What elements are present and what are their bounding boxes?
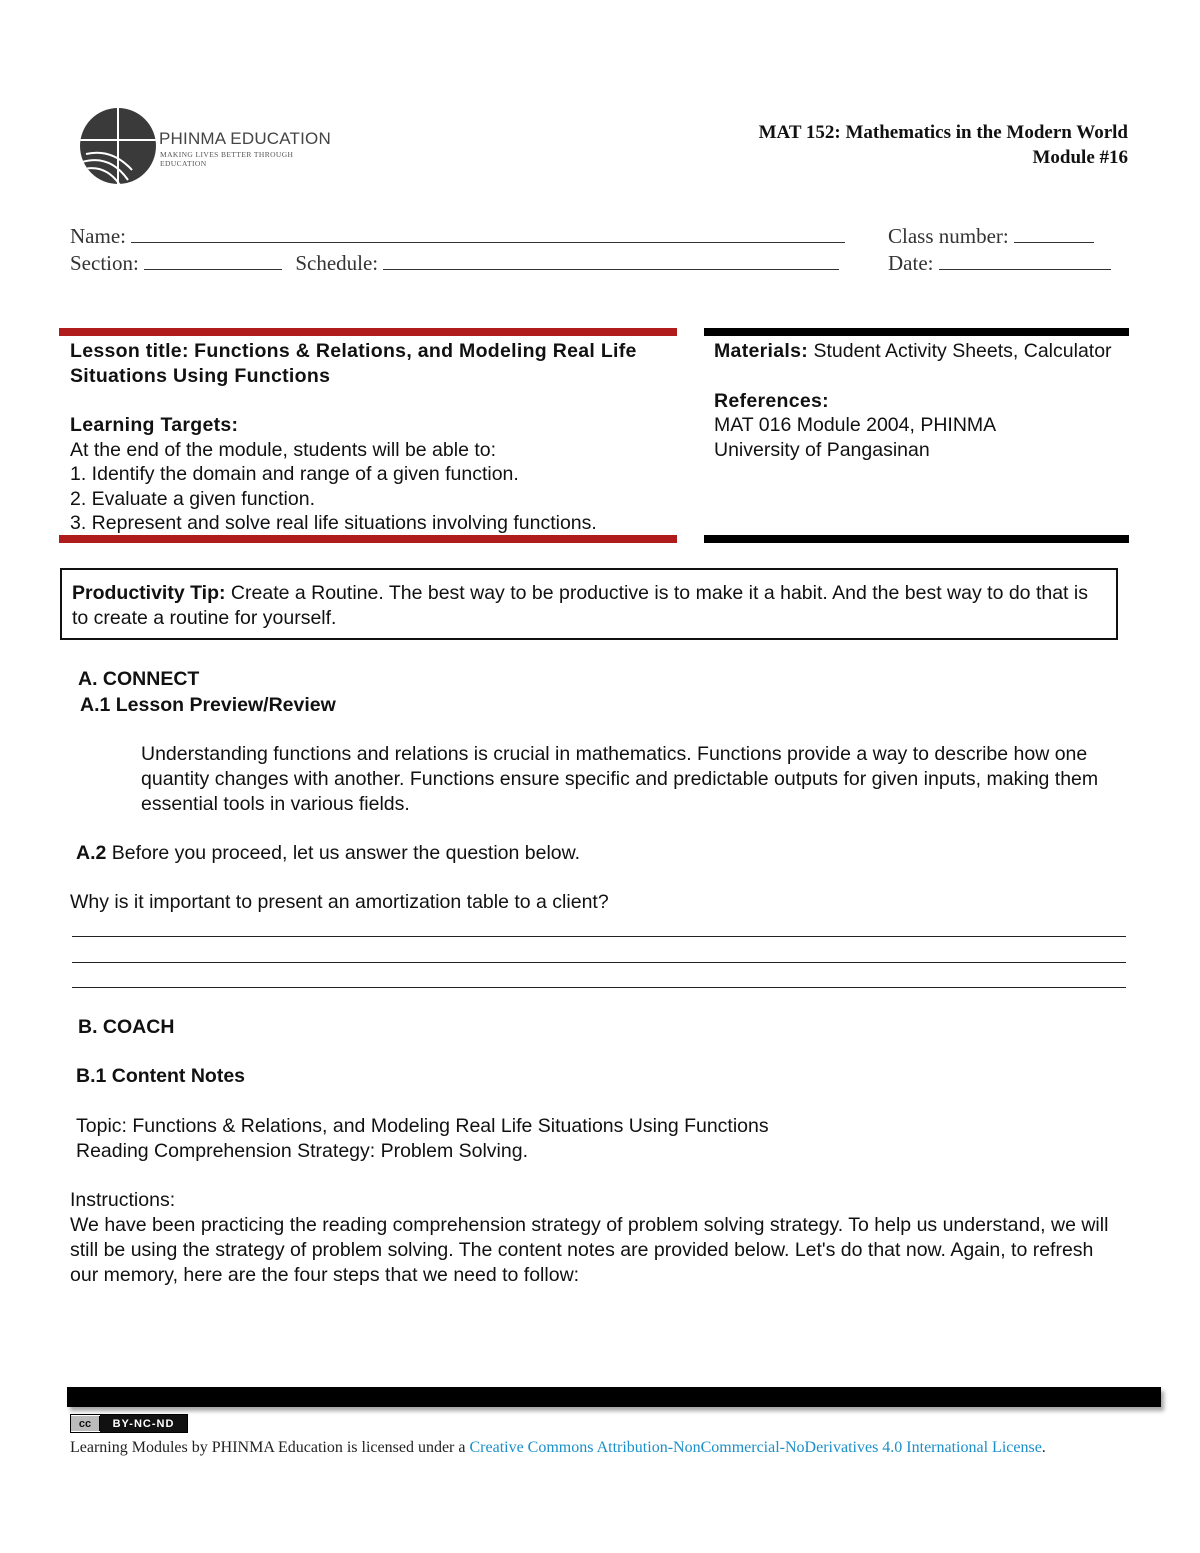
materials-panel bbox=[714, 339, 1114, 462]
lesson-panel bbox=[70, 339, 670, 536]
cc-icon: cc bbox=[71, 1416, 100, 1431]
instructions-text: We have been practicing the reading comprehension strategy of problem solving strategy. To help us understand, we will still be using the strategy of problem solving. The content notes are provided below. Let's do that now. Again, to refresh our memory, here are the four steps that we need to follow: bbox=[70, 1214, 1109, 1286]
answer-line[interactable] bbox=[72, 936, 1126, 937]
name-field-row bbox=[70, 222, 845, 249]
section-label: Section: bbox=[70, 251, 139, 275]
date-label: Date: bbox=[888, 251, 934, 275]
logo-name: PHINMA EDUCATION bbox=[159, 129, 331, 148]
references-text: MAT 016 Module 2004, PHINMA University of Pangasinan bbox=[714, 414, 996, 461]
name-blank[interactable] bbox=[131, 222, 845, 243]
date-blank[interactable] bbox=[939, 249, 1111, 270]
cc-license-badge[interactable] bbox=[70, 1414, 188, 1433]
lesson-preview-heading: A.1 Lesson Preview/Review bbox=[80, 694, 336, 716]
phinma-logo bbox=[72, 104, 332, 188]
productivity-tip-box bbox=[60, 568, 1118, 640]
class-number-blank[interactable] bbox=[1014, 222, 1094, 243]
target-item: 1. Identify the domain and range of a given function. bbox=[70, 463, 519, 485]
license-prefix: Learning Modules by PHINMA Education is licensed under a bbox=[70, 1439, 470, 1456]
content-notes-heading: B.1 Content Notes bbox=[76, 1065, 246, 1087]
lesson-title: Lesson title: Functions & Relations, and Modeling Real Life Situations Using Functions bbox=[70, 340, 637, 387]
materials: Materials: Student Activity Sheets, Calculator bbox=[714, 340, 1112, 362]
materials-top-bar bbox=[704, 328, 1129, 336]
class-number-row bbox=[888, 222, 1094, 249]
footer-bar bbox=[67, 1387, 1161, 1407]
lesson-bottom-bar bbox=[59, 535, 677, 543]
section-row bbox=[70, 249, 839, 276]
lesson-top-bar bbox=[59, 328, 677, 336]
class-number-label: Class number: bbox=[888, 224, 1009, 248]
tip-label: Productivity Tip: bbox=[72, 582, 226, 604]
section-blank[interactable] bbox=[144, 249, 282, 270]
schedule-label: Schedule: bbox=[295, 251, 379, 275]
lesson-preview-text: Understanding functions and relations is crucial in mathematics. Functions provide a way to describe how one quantity changes with another. Functions ensure specific and predictable outputs for given inputs, making them essential tools in various fields. bbox=[141, 743, 1099, 815]
answer-line[interactable] bbox=[72, 987, 1126, 988]
course-header bbox=[759, 120, 1128, 170]
tip-text: Create a Routine. The best way to be productive is to make it a habit. And the best way to do that is to create a routine for yourself. bbox=[72, 582, 1088, 629]
strategy-text: Reading Comprehension Strategy: Problem Solving. bbox=[76, 1140, 528, 1162]
references-heading: References: bbox=[714, 389, 829, 412]
module-number: Module #16 bbox=[1032, 147, 1128, 168]
logo-tagline: MAKING LIVES BETTER THROUGH EDUCATION bbox=[160, 150, 294, 168]
license-text bbox=[70, 1436, 1130, 1460]
cc-badge-text: BY-NC-ND bbox=[100, 1415, 187, 1432]
date-row bbox=[888, 249, 1111, 276]
license-link[interactable]: Creative Commons Attribution-NonCommercial-NoDerivatives 4.0 International License bbox=[469, 1439, 1042, 1456]
question-text: Why is it important to present an amortization table to a client? bbox=[70, 891, 609, 913]
materials-bottom-bar bbox=[704, 535, 1129, 543]
coach-heading: B. COACH bbox=[78, 1016, 175, 1038]
connect-heading: A. CONNECT bbox=[78, 668, 200, 690]
instructions-label: Instructions: bbox=[70, 1189, 176, 1211]
topic-text: Topic: Functions & Relations, and Modeling Real Life Situations Using Functions bbox=[76, 1115, 769, 1137]
answer-line[interactable] bbox=[72, 962, 1126, 963]
license-suffix: . bbox=[1041, 1439, 1046, 1456]
name-label: Name: bbox=[70, 224, 126, 248]
target-item: 3. Represent and solve real life situations involving functions. bbox=[70, 512, 597, 534]
learning-targets-heading: Learning Targets: bbox=[70, 414, 239, 436]
schedule-blank[interactable] bbox=[383, 249, 839, 270]
course-title: MAT 152: Mathematics in the Modern World bbox=[758, 122, 1128, 143]
targets-intro: At the end of the module, students will be able to: bbox=[70, 438, 497, 461]
target-item: 2. Evaluate a given function. bbox=[70, 487, 315, 510]
before-proceed: A.2 Before you proceed, let us answer the question below. bbox=[76, 842, 581, 864]
